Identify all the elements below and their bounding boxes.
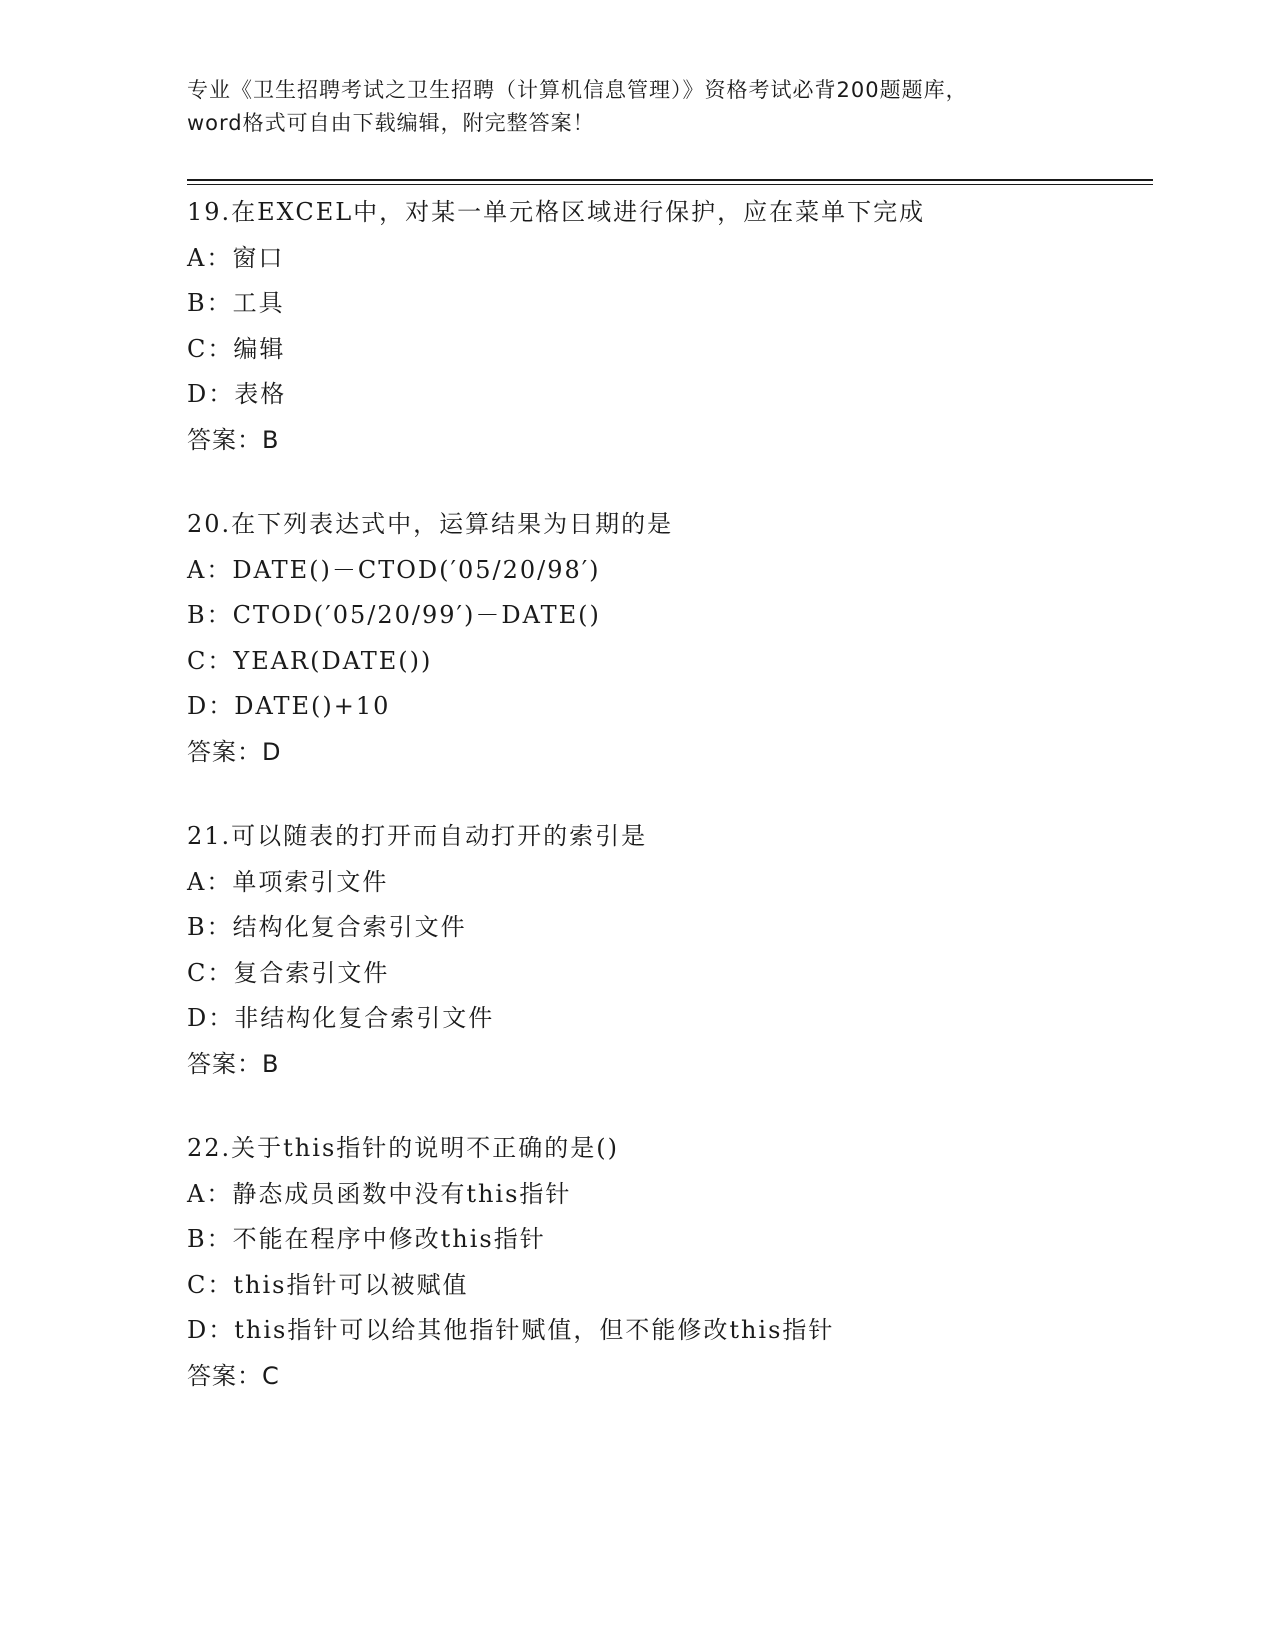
option-b: B：不能在程序中修改this指针 [187, 1225, 546, 1253]
option-d: D：非结构化复合索引文件 [187, 1004, 495, 1032]
question-stem: 21.可以随表的打开而自动打开的索引是 [187, 822, 648, 850]
answer-line: 答案：D [187, 737, 282, 766]
header-divider-thick [187, 179, 1153, 181]
option-c: C：复合索引文件 [187, 958, 390, 987]
question-22 [187, 1126, 1147, 1399]
option-c: C：编辑 [187, 334, 286, 363]
question-list [187, 190, 1147, 1438]
option-c: C：YEAR(DATE()) [187, 646, 433, 675]
option-d: D：this指针可以给其他指针赋值，但不能修改this指针 [187, 1316, 835, 1344]
question-stem: 19.在EXCEL中，对某一单元格区域进行保护，应在菜单下完成 [187, 198, 926, 226]
question-stem: 20.在下列表达式中，运算结果为日期的是 [187, 510, 674, 538]
document-header [187, 74, 1087, 140]
option-b: B：CTOD(′05/20/99′)－DATE() [187, 601, 601, 629]
question-19 [187, 190, 1147, 463]
header-line-2: word格式可自由下载编辑，附完整答案！ [187, 111, 595, 135]
option-a: A：DATE()－CTOD(′05/20/98′) [187, 555, 601, 584]
answer-line: 答案：B [187, 1049, 280, 1078]
answer-line: 答案：C [187, 1361, 280, 1390]
option-a: A：单项索引文件 [187, 867, 389, 896]
question-20 [187, 502, 1147, 775]
question-21 [187, 814, 1147, 1087]
header-line-1: 专业《卫生招聘考试之卫生招聘（计算机信息管理）》资格考试必背200题题库， [187, 78, 968, 102]
option-b: B：结构化复合索引文件 [187, 913, 467, 941]
option-a: A：静态成员函数中没有this指针 [187, 1179, 572, 1208]
header-divider-thin [187, 184, 1153, 185]
option-d: D：DATE()+10 [187, 692, 391, 720]
option-c: C：this指针可以被赋值 [187, 1270, 469, 1299]
question-stem: 22.关于this指针的说明不正确的是() [187, 1134, 619, 1162]
option-b: B：工具 [187, 289, 285, 317]
option-d: D：表格 [187, 380, 287, 408]
answer-line: 答案：B [187, 425, 280, 454]
option-a: A：窗口 [187, 243, 285, 272]
